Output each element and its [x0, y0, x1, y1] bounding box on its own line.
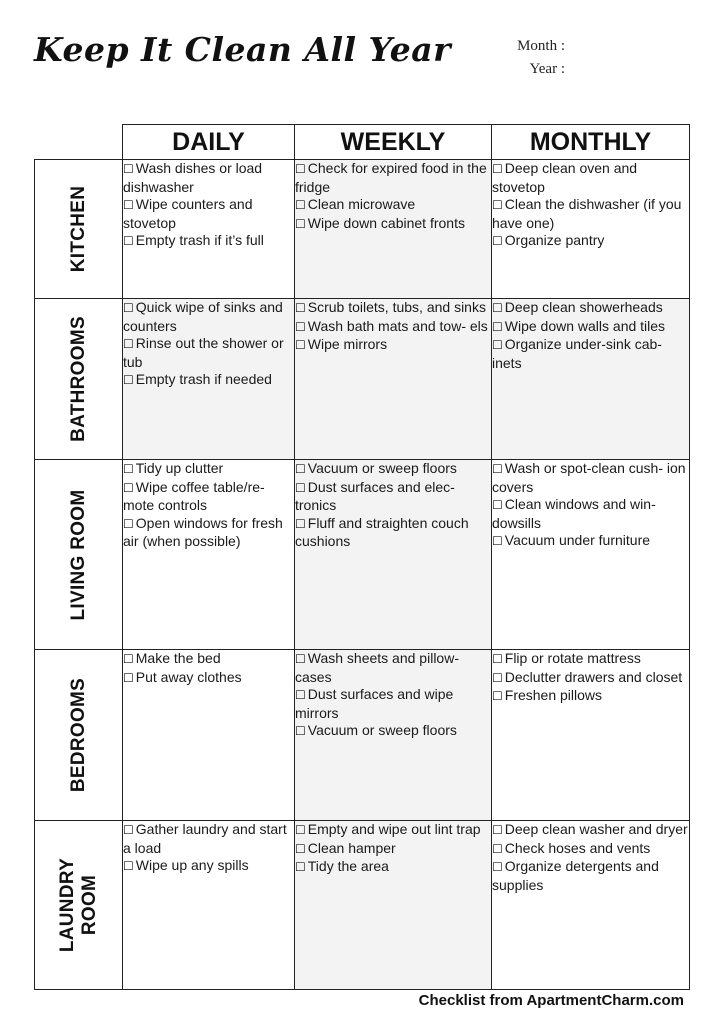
checkbox-icon[interactable]: ☐ — [295, 841, 306, 856]
checkbox-icon[interactable]: ☐ — [295, 688, 306, 702]
checkbox-icon[interactable]: ☐ — [123, 823, 134, 837]
task-item[interactable] — [295, 336, 491, 355]
task-text: Clean the dishwasher (if you have one) — [492, 196, 682, 231]
task-text: Vacuum under furniture — [504, 532, 651, 548]
checkbox-icon[interactable]: ☐ — [492, 462, 503, 476]
task-item[interactable] — [123, 821, 294, 857]
task-cell-daily — [123, 821, 295, 990]
task-item[interactable] — [492, 336, 689, 372]
checkbox-icon[interactable]: ☐ — [123, 516, 134, 531]
task-text: Empty trash if it’s full — [135, 232, 264, 248]
task-text: Organize under-sink cab- inets — [492, 336, 662, 371]
checkbox-icon[interactable]: ☐ — [295, 198, 306, 212]
task-item[interactable] — [123, 857, 294, 876]
task-text: Wipe down cabinet fronts — [307, 214, 465, 231]
task-cell-monthly — [492, 460, 690, 650]
task-text: Dust surfaces and wipe mirrors — [295, 686, 454, 721]
task-item[interactable] — [295, 479, 491, 515]
checkbox-icon[interactable]: ☐ — [492, 670, 503, 685]
task-item[interactable] — [295, 686, 491, 722]
task-item[interactable] — [492, 650, 689, 669]
task-item[interactable] — [295, 215, 491, 234]
task-text: Organize detergents and supplies — [492, 858, 659, 893]
checkbox-icon[interactable]: ☐ — [123, 162, 134, 176]
task-item[interactable] — [123, 335, 294, 371]
task-text: Check hoses and vents — [504, 839, 651, 856]
task-text: Declutter drawers and closet — [504, 668, 683, 685]
task-item[interactable] — [295, 318, 491, 337]
task-text: Tidy the area — [307, 858, 389, 874]
checkbox-icon[interactable]: ☐ — [492, 860, 503, 874]
task-text: Make the bed — [135, 650, 221, 666]
checkbox-icon[interactable]: ☐ — [492, 234, 503, 248]
checkbox-icon[interactable]: ☐ — [492, 689, 503, 703]
task-text: Wipe mirrors — [307, 336, 388, 352]
checkbox-icon[interactable]: ☐ — [492, 338, 503, 352]
task-text: Dust surfaces and elec- tronics — [295, 478, 455, 513]
task-text: Clean hamper — [307, 839, 396, 856]
task-item[interactable] — [492, 299, 689, 318]
checkbox-icon[interactable]: ☐ — [123, 480, 134, 495]
task-item[interactable] — [492, 858, 689, 894]
task-item[interactable] — [295, 840, 491, 859]
task-item[interactable] — [123, 515, 294, 551]
checkbox-icon[interactable]: ☐ — [123, 198, 134, 212]
checkbox-icon[interactable]: ☐ — [295, 338, 306, 352]
task-text: Deep clean washer and dryer — [504, 821, 688, 837]
task-item[interactable] — [492, 232, 689, 251]
checkbox-icon[interactable]: ☐ — [492, 652, 503, 666]
room-label-cell — [35, 650, 123, 821]
task-text: Vacuum or sweep floors — [307, 460, 457, 476]
task-cell-monthly — [492, 821, 690, 990]
task-item[interactable] — [492, 687, 689, 706]
checkbox-icon[interactable]: ☐ — [295, 301, 306, 315]
task-text: Scrub toilets, tubs, and sinks — [307, 299, 486, 315]
task-item[interactable] — [492, 532, 689, 551]
task-text: Empty trash if needed — [135, 371, 272, 387]
task-text: Deep clean showerheads — [504, 299, 663, 315]
checkbox-icon[interactable]: ☐ — [295, 480, 306, 495]
checkbox-icon[interactable]: ☐ — [295, 216, 306, 231]
room-row — [35, 460, 690, 650]
task-cell-weekly — [295, 821, 492, 990]
header-row — [35, 125, 690, 160]
task-text: Wash or spot-clean cush- ion covers — [492, 460, 686, 495]
checkbox-icon[interactable]: ☐ — [123, 337, 134, 351]
corner-blank — [35, 125, 123, 160]
cleaning-schedule-table — [34, 124, 690, 990]
column-header-weekly: WEEKLY — [295, 125, 492, 160]
task-item[interactable] — [123, 669, 294, 688]
task-text: Freshen pillows — [504, 687, 603, 703]
task-item[interactable] — [295, 160, 491, 196]
room-row — [35, 299, 690, 460]
footer-credit: Checklist from ApartmentCharm.com — [418, 992, 684, 1009]
task-text: Clean windows and win- dowsills — [492, 496, 656, 531]
checkbox-icon[interactable]: ☐ — [295, 652, 306, 666]
task-item[interactable] — [492, 840, 689, 859]
task-item[interactable] — [492, 460, 689, 496]
task-text: Organize pantry — [504, 232, 605, 248]
task-item[interactable] — [492, 496, 689, 532]
checkbox-icon[interactable]: ☐ — [492, 198, 503, 212]
task-cell-daily — [123, 650, 295, 821]
task-item[interactable] — [123, 460, 294, 479]
checkbox-icon[interactable]: ☐ — [123, 652, 134, 666]
checkbox-icon[interactable]: ☐ — [123, 859, 134, 873]
task-cell-weekly — [295, 160, 492, 299]
checkbox-icon[interactable]: ☐ — [492, 301, 503, 315]
task-text: Put away clothes — [135, 668, 242, 685]
room-label: BATHROOMS — [67, 316, 89, 442]
task-text: Fluff and straighten couch cushions — [295, 514, 469, 549]
column-header-daily: DAILY — [123, 125, 295, 160]
checkbox-icon[interactable]: ☐ — [492, 319, 503, 334]
task-cell-daily — [123, 460, 295, 650]
room-label-cell — [35, 460, 123, 650]
task-text: Wash dishes or load dishwasher — [123, 160, 263, 195]
task-text: Tidy up clutter — [135, 460, 224, 476]
room-label: LAUNDRY ROOM — [56, 857, 100, 953]
room-label: LIVING ROOM — [67, 488, 89, 621]
room-label-cell — [35, 821, 123, 990]
checkbox-icon[interactable]: ☐ — [295, 823, 306, 837]
room-label-cell — [35, 299, 123, 460]
task-item[interactable] — [295, 515, 491, 551]
task-item[interactable] — [123, 479, 294, 515]
column-header-monthly: MONTHLY — [492, 125, 690, 160]
checkbox-icon[interactable]: ☐ — [295, 516, 306, 531]
task-item[interactable] — [492, 196, 689, 232]
task-text: Open windows for fresh air (when possible) — [123, 514, 283, 549]
checkbox-icon[interactable]: ☐ — [492, 841, 503, 856]
task-text: Gather laundry and start a load — [123, 821, 287, 856]
task-item[interactable] — [295, 722, 491, 741]
task-item[interactable] — [295, 858, 491, 877]
checkbox-icon[interactable]: ☐ — [123, 234, 134, 248]
task-text: Check for expired food in the fridge — [295, 160, 487, 195]
task-item[interactable] — [123, 650, 294, 669]
task-item[interactable] — [492, 318, 689, 337]
task-item[interactable] — [123, 160, 294, 196]
room-row — [35, 650, 690, 821]
task-cell-monthly — [492, 650, 690, 821]
checkbox-icon[interactable]: ☐ — [492, 498, 503, 512]
task-cell-daily — [123, 299, 295, 460]
room-label: KITCHEN — [67, 185, 89, 273]
task-item[interactable] — [295, 650, 491, 686]
task-item[interactable] — [295, 821, 491, 840]
task-cell-weekly — [295, 650, 492, 821]
checkbox-icon[interactable]: ☐ — [295, 860, 306, 874]
checkbox-icon[interactable]: ☐ — [492, 823, 503, 837]
task-text: Vacuum or sweep floors — [307, 722, 457, 738]
task-item[interactable] — [123, 299, 294, 335]
checkbox-icon[interactable]: ☐ — [123, 301, 134, 315]
task-item[interactable] — [492, 669, 689, 688]
task-cell-weekly — [295, 299, 492, 460]
task-item[interactable] — [295, 460, 491, 479]
checkbox-icon[interactable]: ☐ — [295, 162, 306, 176]
checkbox-icon[interactable]: ☐ — [295, 724, 306, 738]
task-text: Flip or rotate mattress — [504, 650, 641, 666]
month-field — [505, 38, 565, 55]
task-text: Wash sheets and pillow- cases — [295, 650, 459, 685]
task-text: Clean microwave — [307, 196, 416, 212]
task-item[interactable] — [492, 821, 689, 840]
task-item[interactable] — [123, 196, 294, 232]
page-title: Keep It Clean All Year — [34, 30, 451, 69]
task-text: Wipe up any spills — [135, 857, 249, 873]
task-cell-daily — [123, 160, 295, 299]
year-field — [505, 61, 565, 78]
room-row — [35, 821, 690, 990]
task-text: Empty and wipe out lint trap — [307, 821, 481, 837]
task-cell-monthly — [492, 299, 690, 460]
checkbox-icon[interactable]: ☐ — [295, 462, 306, 476]
task-item[interactable] — [295, 299, 491, 318]
task-text: Quick wipe of sinks and counters — [123, 299, 283, 334]
year-label: Year : — [529, 61, 565, 77]
room-label: BEDROOMS — [67, 677, 89, 793]
checkbox-icon[interactable]: ☐ — [123, 670, 134, 685]
month-label: Month : — [517, 38, 565, 54]
checkbox-icon[interactable]: ☐ — [123, 462, 134, 476]
task-item[interactable] — [123, 232, 294, 251]
task-text: Rinse out the shower or tub — [123, 335, 284, 370]
task-text: Wipe counters and stovetop — [123, 196, 253, 231]
checkbox-icon[interactable]: ☐ — [123, 373, 134, 387]
checkbox-icon[interactable]: ☐ — [295, 319, 306, 334]
task-text: Wipe down walls and tiles — [504, 317, 666, 334]
task-text: Wipe coffee table/re- mote controls — [123, 478, 265, 513]
task-cell-weekly — [295, 460, 492, 650]
task-text: Deep clean oven and stovetop — [492, 160, 638, 195]
checkbox-icon[interactable]: ☐ — [492, 162, 503, 176]
room-label-cell — [35, 160, 123, 299]
task-cell-monthly — [492, 160, 690, 299]
task-item[interactable] — [123, 371, 294, 390]
checkbox-icon[interactable]: ☐ — [492, 534, 503, 548]
task-text: Wash bath mats and tow- els — [307, 317, 488, 334]
room-row — [35, 160, 690, 299]
task-item[interactable] — [295, 196, 491, 215]
task-item[interactable] — [492, 160, 689, 196]
